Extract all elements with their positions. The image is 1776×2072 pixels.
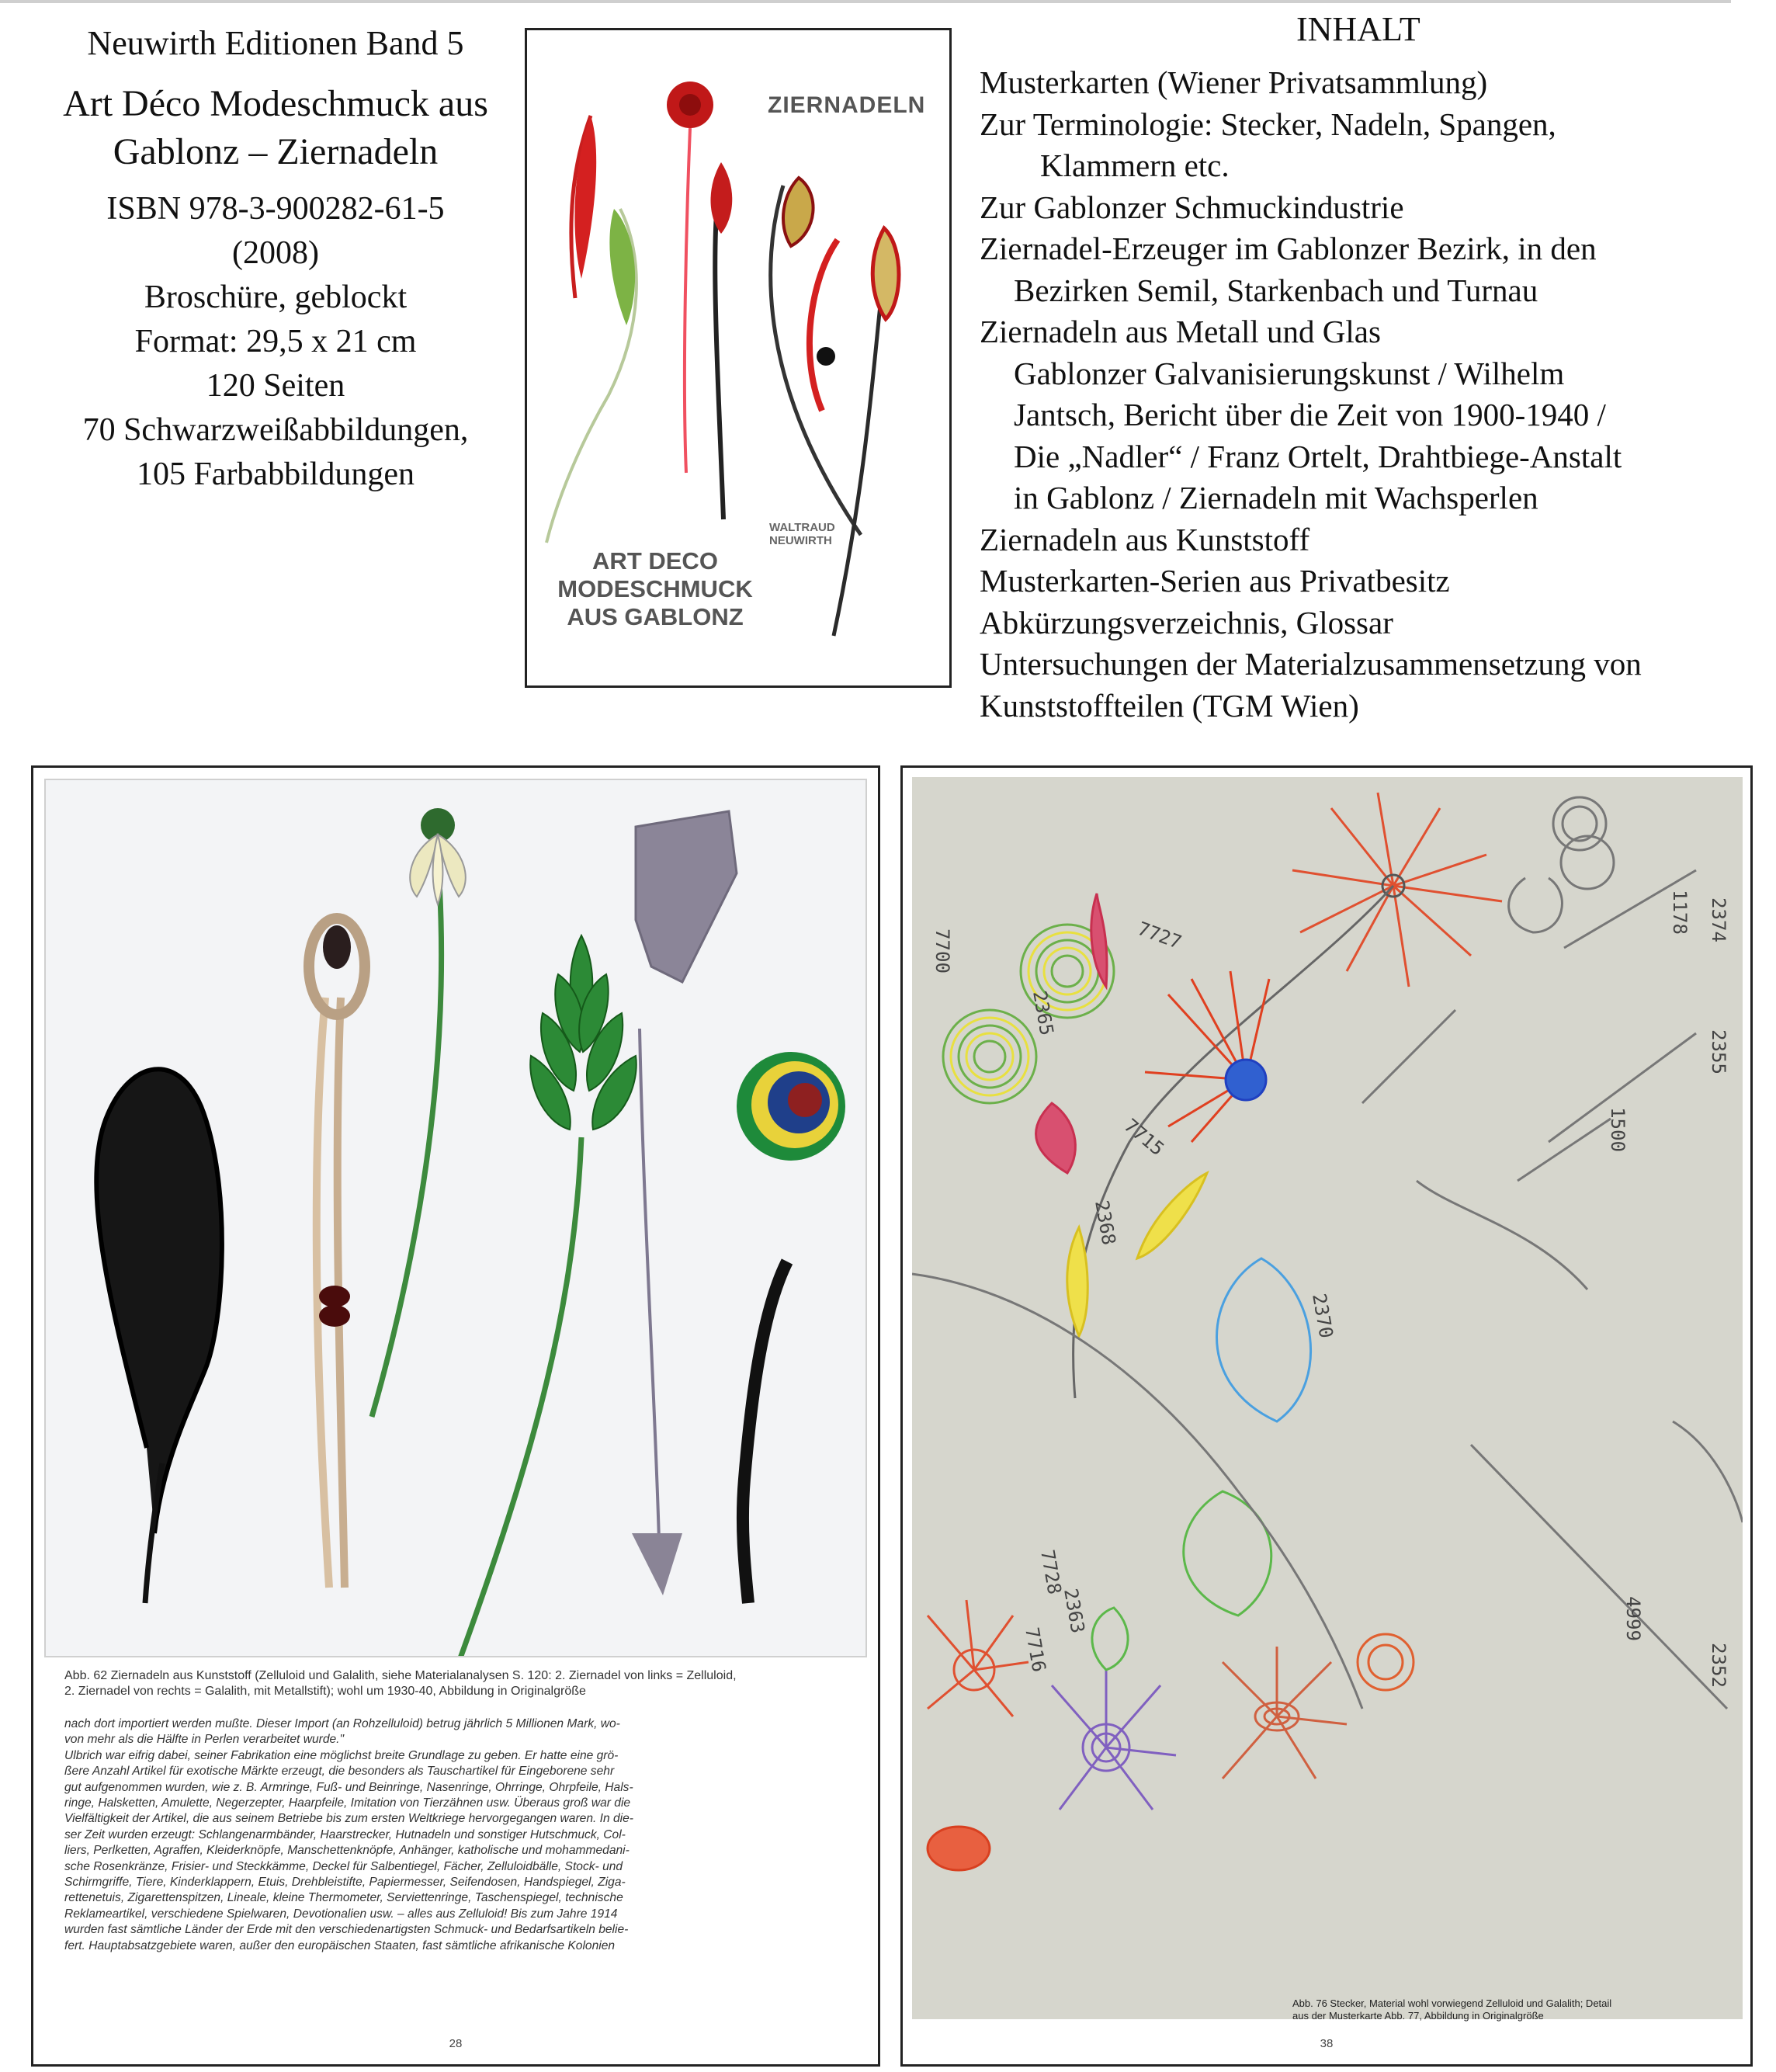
book-title-line2: Gablonz – Ziernadeln	[113, 131, 439, 172]
page-number: 28	[449, 2037, 463, 2050]
cover-subtitle-line3: AUS GABLONZ	[567, 603, 744, 630]
text-line: sche Rosenkränze, Frisier- und Steckkämme, Deckel für Salbentiegel, Fächer, Zelluloidbälle, Stock- und	[64, 1859, 623, 1873]
figure-caption-line2: aus der Musterkarte Abb. 77, Abbildung in Originalgröße	[1292, 2010, 1544, 2022]
format: Format: 29,5 x 21 cm	[134, 324, 417, 359]
text-line: nach dort importiert werden mußte. Dieser Import (an Rohzelluloid) betrug jährlich 5 Millionen Mark, wo-	[64, 1717, 620, 1730]
sketch-number: 2370	[1308, 1292, 1337, 1340]
top-rule	[0, 0, 1731, 3]
text-line: wurden fast sämtliche Länder der Erde mit den verschiedenartigsten Schmuck- und Bedarfsartikeln belie-	[64, 1923, 629, 1937]
text-line: liers, Perlketten, Agraffen, Kleiderknöpfe, Manschettenknöpfe, Anhänger, katholische und mohammedani-	[64, 1844, 630, 1858]
toc-subitem: Gablonzer Galvanisierungskunst / Wilhelm	[1014, 355, 1565, 391]
contents-heading: INHALT	[1296, 10, 1420, 48]
figure-caption-line1: Abb. 62 Ziernadeln aus Kunststoff (Zelluloid und Galalith, siehe Materialanalysen S. 120: 2. Ziernadel von links = Zelluloid,	[64, 1669, 737, 1682]
toc-item: Musterkarten (Wiener Privatsammlung)	[980, 64, 1488, 100]
text-line: Vielfältigkeit der Artikel, die aus seinem Betriebe bis zum ersten Weltkriege hervorgegangen waren. In die-	[64, 1812, 633, 1826]
sample-card-sketch	[912, 777, 1743, 2022]
sketch-number: 2374	[1707, 897, 1729, 942]
toc-item: Kunststoffteilen (TGM Wien)	[980, 687, 1359, 724]
figure-caption	[64, 1668, 848, 1699]
cover-author-line2: NEUWIRTH	[769, 534, 832, 547]
series-label: Neuwirth Editionen Band 5	[87, 24, 464, 62]
text-line: gut aufgenommen wurden, wie z. B. Armringe, Fuß- und Beinringe, Nasenringe, Ohrringe, Ohrpfeile, Hals-	[64, 1780, 633, 1794]
sketch-number: 2355	[1707, 1029, 1729, 1074]
page-number: 38	[1320, 2037, 1334, 2050]
text-line: von mehr als die Hälfte in Perlen verarbeitet wurde."	[64, 1733, 345, 1747]
bw-image-count: 70 Schwarzweißabbildungen,	[82, 412, 469, 448]
toc-subitem: in Gablonz / Ziernadeln mit Wachsperlen	[1014, 480, 1538, 515]
sketch-number: 7700	[931, 928, 953, 974]
cover-title: ZIERNADELN	[768, 92, 926, 118]
sketch-number: 2363	[1060, 1587, 1089, 1635]
page-body-text	[64, 1716, 848, 1954]
cover-subtitle	[550, 547, 760, 631]
toc-subitem: Die „Nadler“ / Franz Ortelt, Drahtbiege-Anstalt	[1014, 438, 1622, 474]
contents-list	[980, 62, 1756, 727]
sketch-number: 7727	[1134, 917, 1185, 954]
isbn: ISBN 978-3-900282-61-5	[106, 191, 445, 227]
color-image-count: 105 Farbabbildungen	[136, 456, 415, 492]
sketch-illustration	[912, 777, 1743, 2019]
text-line: Ulbrich war eifrig dabei, seiner Fabrikation eine möglichst breite Grundlage zu geben. Er hatte eine grö-	[64, 1748, 619, 1762]
sketch-number: 2368	[1091, 1199, 1120, 1247]
book-info	[31, 23, 520, 497]
book-cover	[525, 28, 952, 688]
text-line: rettenetuis, Zigarettenspitzen, Lineale, kleine Thermometer, Serviettenringe, Taschenspiegel, technische	[64, 1891, 623, 1905]
toc-item: Musterkarten-Serien aus Privatbesitz	[980, 563, 1450, 599]
sample-page-left	[31, 765, 880, 2067]
sketch-number: 7716	[1021, 1626, 1050, 1674]
text-line: Reklameartikel, verschiedene Spielwaren, Devotionalien usw. – alles aus Zelluloid! Bis zum Jahre 1914	[64, 1907, 618, 1921]
figure-caption	[1292, 1997, 1735, 2022]
toc-item: Ziernadel-Erzeuger im Gablonzer Bezirk, in den	[980, 231, 1597, 266]
sketch-number: 4999	[1622, 1596, 1644, 1641]
figure-caption-line2: 2. Ziernadel von rechts = Galalith, mit Metallstift); wohl um 1930-40, Abbildung in Originalgröße	[64, 1685, 586, 1698]
toc-item: Zur Gablonzer Schmuckindustrie	[980, 189, 1404, 225]
sketch-number: 2365	[1028, 989, 1058, 1037]
binding: Broschüre, geblockt	[144, 279, 408, 315]
text-line: ser Zeit wurden erzeugt: Schlangenarmbänder, Haarstrecker, Hutnadeln und sonstiger Hutschmuck, Col-	[64, 1827, 626, 1841]
sketch-number: 1178	[1668, 890, 1691, 935]
sketch-number: 7728	[1036, 1548, 1066, 1596]
sample-page-right	[900, 765, 1753, 2067]
book-title-line1: Art Déco Modeschmuck aus	[63, 83, 488, 124]
toc-item: Ziernadeln aus Kunststoff	[980, 521, 1310, 557]
cover-subtitle-line2: MODESCHMUCK	[557, 575, 753, 602]
cover-author	[769, 521, 835, 547]
text-line: fert. Hauptabsatzgebiete waren, außer den europäischen Staaten, fast sämtliche afrikanische Kolonien	[64, 1938, 616, 1952]
toc-item: Ziernadeln aus Metall und Glas	[980, 314, 1381, 349]
year: (2008)	[232, 235, 319, 271]
toc-item: Abkürzungsverzeichnis, Glossar	[980, 604, 1393, 640]
sketch-number: 1500	[1606, 1107, 1629, 1152]
pins-photo	[44, 779, 867, 1657]
toc-item: Untersuchungen der Materialzusammensetzung von	[980, 646, 1642, 682]
cover-author-line1: WALTRAUD	[769, 521, 835, 534]
page-count: 120 Seiten	[206, 368, 345, 404]
figure-caption-line1: Abb. 76 Stecker, Material wohl vorwiegend Zelluloid und Galalith; Detail	[1292, 1997, 1612, 2009]
toc-subitem: Jantsch, Bericht über die Zeit von 1900-1940 /	[1014, 397, 1606, 432]
text-line: ringe, Halsketten, Amulette, Negerzepter, Haarpfeile, Imitation von Tierzähnen usw. Überaus groß war die	[64, 1796, 631, 1810]
toc-item-continued: Bezirken Semil, Starkenbach und Turnau	[1014, 272, 1538, 308]
book-title	[31, 80, 520, 176]
pins-illustration	[46, 780, 865, 1656]
toc-item-continued: Klammern etc.	[1040, 148, 1230, 183]
toc-item: Zur Terminologie: Stecker, Nadeln, Spangen,	[980, 106, 1556, 142]
sketch-number: 2352	[1707, 1643, 1729, 1688]
text-line: ßere Anzahl Artikel für exotische Märkte erzeugt, die besonders als Tauschartikel für Eingeborene sehr	[64, 1765, 615, 1779]
sketch-number: 7715	[1119, 1114, 1169, 1161]
cover-subtitle-line1: ART DECO	[592, 547, 718, 574]
text-line: Schirmgriffe, Tiere, Kinderklappern, Etuis, Drehbleistifte, Papiermesser, Seifendosen, Handspiegel, Ziga-	[64, 1876, 626, 1890]
